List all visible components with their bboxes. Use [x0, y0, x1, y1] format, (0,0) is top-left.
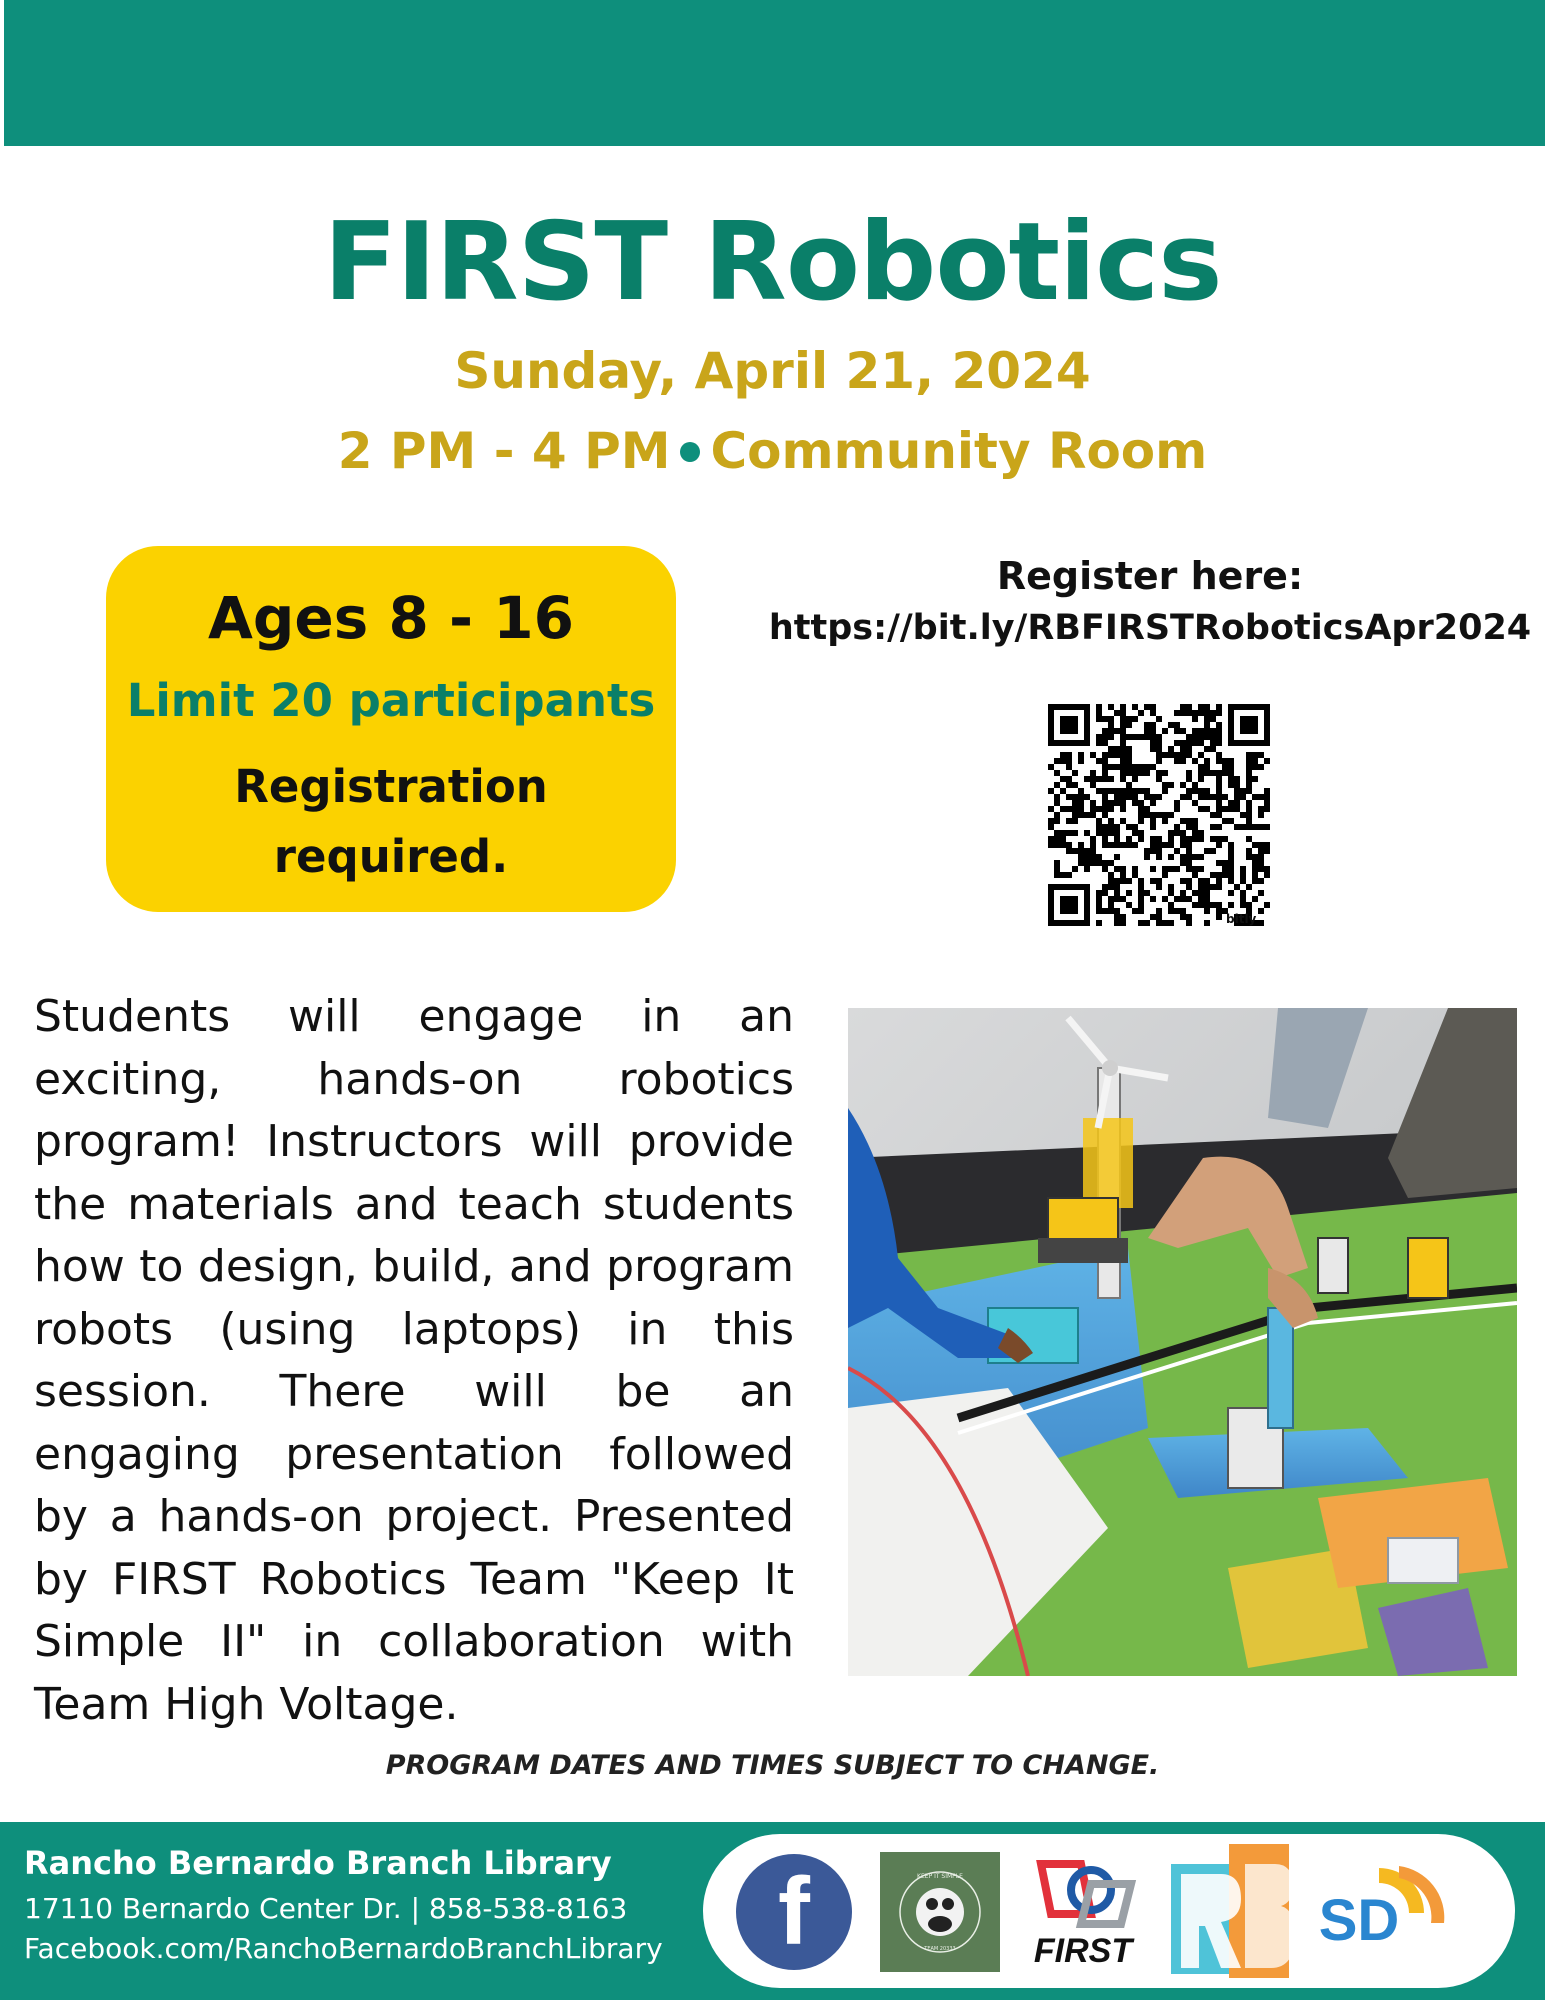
- footer-bar: [0, 1822, 1545, 2000]
- participant-limit: Limit 20 participants: [126, 674, 656, 727]
- robotics-photo: [848, 1008, 1517, 1676]
- keep-it-simple-team-logo-icon: [880, 1852, 1000, 1972]
- facebook-logo-icon[interactable]: [734, 1852, 854, 1972]
- partner-logo-strip: [703, 1834, 1515, 1988]
- library-name: Rancho Bernardo Branch Library: [24, 1844, 612, 1882]
- library-facebook-link[interactable]: Facebook.com/RanchoBernardoBranchLibrary: [24, 1932, 663, 1965]
- event-location: Community Room: [710, 422, 1208, 480]
- rancho-bernardo-logo-icon: [1171, 1844, 1301, 1978]
- event-time-location: [0, 422, 1545, 480]
- disclaimer-note: PROGRAM DATES AND TIMES SUBJECT TO CHANGE.: [385, 1750, 1160, 1781]
- qr-code-icon[interactable]: [1048, 704, 1270, 926]
- kis-logo-team: TEAM 20333: [924, 1946, 956, 1952]
- register-link[interactable]: https://bit.ly/RBFIRSTRoboticsApr2024: [768, 608, 1532, 648]
- bullet-dot-icon: [680, 442, 700, 462]
- event-date: Sunday, April 21, 2024: [454, 342, 1091, 400]
- eligibility-box: [106, 546, 676, 912]
- kis-logo-text: KEEP IT SIMPLE: [917, 1873, 963, 1880]
- registration-line-2: required.: [273, 830, 509, 883]
- registration-line-1: Registration: [234, 760, 548, 813]
- age-range: Ages 8 - 16: [208, 584, 574, 652]
- event-title: FIRST Robotics: [323, 200, 1222, 325]
- facebook-letter: f: [778, 1858, 810, 1965]
- sd-logo-label: SD: [1318, 1888, 1400, 1953]
- program-description: Students will engage in an exciting, hands-on robotics program! Instructors will provide the materials and teach students how to design, build, and program robots (using laptops) in this session. There will be an engaging presentation followed by a hands-on project. Presented by FIRST Robotics Team "Keep It Simple II" in collaboration with Team High Voltage.: [34, 991, 794, 1730]
- event-time: 2 PM - 4 PM: [337, 422, 671, 480]
- library-address: 17110 Bernardo Center Dr. | 858-538-8163: [24, 1892, 628, 1925]
- san-diego-library-logo-icon: [1309, 1858, 1459, 1968]
- register-label: Register here:: [996, 554, 1304, 598]
- first-robotics-logo-icon: [1021, 1854, 1151, 1970]
- top-band: [4, 0, 1545, 146]
- first-logo-label: FIRST: [1033, 1932, 1133, 1970]
- registration-required: [106, 752, 676, 892]
- qr-brand-label: bitly: [1226, 912, 1257, 926]
